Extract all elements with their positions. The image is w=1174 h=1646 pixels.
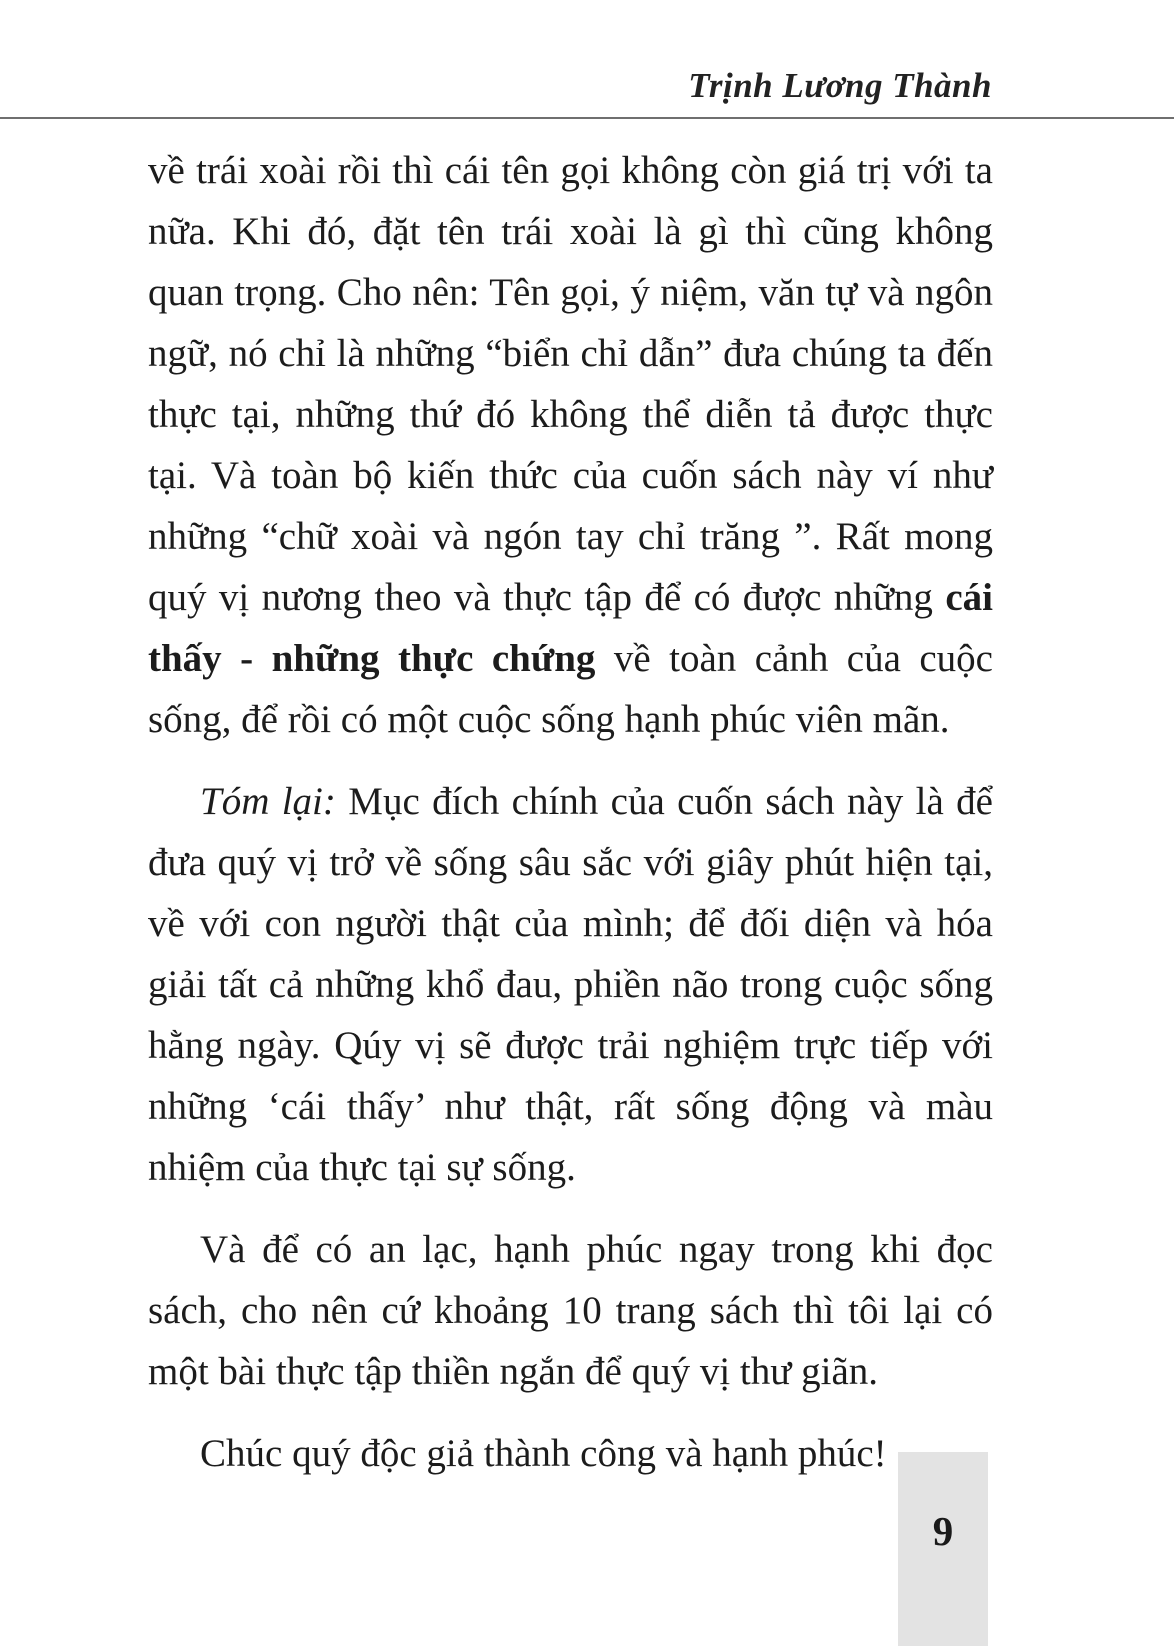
text-segment: về trái xoài rồi thì cái tên gọi không còn giá trị với ta nữa. Khi đó, đặt tên trái xoài là gì thì cũng không quan trọng. Cho nên: Tên gọi, ý niệm, văn tự và ngôn ngữ, nó chỉ là những “biển chỉ dẫn” đưa chúng ta đến thực tại, những thứ đó không thể diễn tả được thực tại. Và toàn bộ kiến thức của cuốn sách này ví như những “chữ xoài và ngón tay chỉ trăng ”. Rất mong quý vị nương theo và thực tập để có được những	[148, 149, 993, 619]
running-header-author: Trịnh Lương Thành	[688, 66, 992, 105]
text-segment: về toàn cảnh của cuộc sống, để rồi có một cuộc sống hạnh phúc viên mãn.	[148, 637, 993, 741]
page-number-box	[898, 1452, 988, 1646]
paragraph	[148, 1219, 993, 1402]
text-segment: Mục đích chính của cuốn sách này là để đưa quý vị trở về sống sâu sắc với giây phút hiện tại, về với con người thật của mình; để đối diện và hóa giải tất cả những khổ đau, phiền não trong cuộc sống hằng ngày. Qúy vị sẽ được trải nghiệm trực tiếp với những ‘cái thấy’ như thật, rất sống động và màu nhiệm của thực tại sự sống.	[148, 780, 993, 1189]
text-segment: Tóm lại:	[200, 780, 336, 823]
paragraph	[148, 140, 993, 750]
text-segment: Chúc quý độc giả thành công và hạnh phúc!	[200, 1432, 887, 1475]
text-segment: Và để có an lạc, hạnh phúc ngay trong khi đọc sách, cho nên cứ khoảng 10 trang sách thì tôi lại có một bài thực tập thiền ngắn để quý vị thư giãn.	[148, 1228, 993, 1393]
text-segment: cái thấy - những thực chứng	[148, 576, 993, 680]
paragraph	[148, 1423, 993, 1484]
paragraph	[148, 771, 993, 1198]
body-text	[148, 140, 993, 1505]
page-number: 9	[932, 1508, 954, 1554]
header-divider	[0, 117, 1174, 119]
